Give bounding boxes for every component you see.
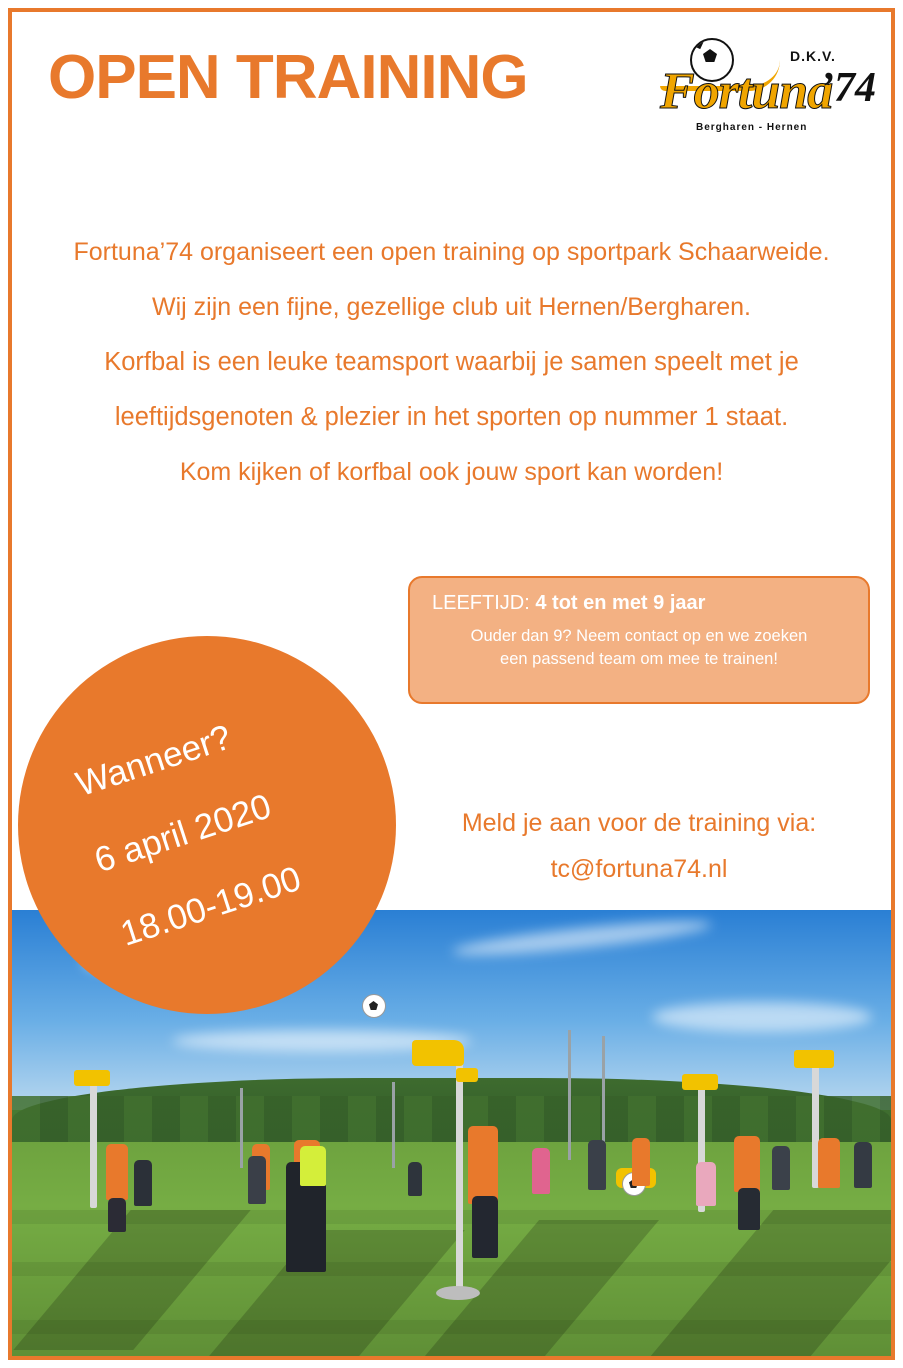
photo-light-mast	[240, 1088, 243, 1168]
photo-person	[772, 1146, 790, 1190]
photo-light-mast	[568, 1030, 571, 1160]
photo-person	[818, 1138, 840, 1188]
logo-year: ’74	[820, 65, 876, 111]
photo-person	[854, 1142, 872, 1188]
intro-text	[40, 232, 863, 507]
page-title: OPEN TRAINING	[48, 43, 528, 112]
photo-person	[560, 1146, 578, 1194]
photo-cloud	[652, 1002, 872, 1032]
photo-person-vest	[300, 1146, 326, 1186]
photo-korfball-basket	[794, 1050, 834, 1068]
photo-person	[106, 1144, 128, 1200]
when-time: 18.00-19.00	[115, 858, 306, 954]
logo-association-label: D.K.V.	[790, 48, 836, 64]
when-circle	[18, 636, 396, 1014]
age-note-line-2: een passend team om mee te trainen!	[500, 650, 778, 668]
photo-person	[468, 1126, 498, 1204]
when-date: 6 april 2020	[89, 786, 276, 881]
signup-email[interactable]: tc@fortuna74.nl	[550, 855, 728, 883]
photo-person	[134, 1160, 152, 1206]
photo-person	[738, 1188, 760, 1230]
photo-korfball-basket	[412, 1040, 464, 1066]
photo-person	[632, 1138, 650, 1186]
intro-line-5: Kom kijken of korfbal ook jouw sport kan worden!	[179, 458, 724, 486]
photo-person	[248, 1156, 266, 1204]
photo-person	[532, 1148, 550, 1194]
intro-line-4: leeftijdsgenoten & plezier in het sporten op nummer 1 staat.	[114, 403, 789, 431]
age-note	[428, 625, 850, 671]
photo-light-mast	[392, 1082, 395, 1168]
age-note-line-1: Ouder dan 9? Neem contact op en we zoeken	[470, 627, 808, 645]
age-info-box	[408, 576, 870, 704]
photo-person	[588, 1140, 606, 1190]
photo-person	[108, 1198, 126, 1232]
intro-line-3: Korfbal is een leuke teamsport waarbij je samen speelt met je	[104, 348, 799, 376]
intro-line-2: Wij zijn een fijne, gezellige club uit Hernen/Bergharen.	[152, 293, 751, 321]
logo-location-label: Bergharen - Hernen	[696, 122, 808, 133]
age-label: LEEFTIJD:	[432, 592, 530, 614]
club-logo	[660, 36, 876, 148]
age-line	[432, 592, 850, 615]
photo-korfball-post	[456, 1062, 463, 1298]
intro-line-1: Fortuna’74 organiseert een open training op sportpark Schaarweide.	[73, 238, 830, 266]
signup-block	[408, 800, 870, 892]
photo-korfball-basket	[682, 1074, 718, 1090]
logo-wordmark: Fortuna	[660, 63, 833, 120]
poster-header	[0, 36, 903, 156]
photo-post-base	[436, 1286, 480, 1300]
photo-korfball-post	[90, 1078, 97, 1208]
photo-korfball-basket-number	[456, 1068, 478, 1082]
age-value: 4 tot en met 9 jaar	[535, 592, 706, 614]
photo-person	[734, 1136, 760, 1192]
photo-person	[472, 1196, 498, 1258]
photo-person	[696, 1162, 716, 1206]
photo-korfball-basket	[74, 1070, 110, 1086]
photo-person	[408, 1162, 422, 1196]
when-question: Wanneer?	[71, 717, 236, 805]
photo-ball-icon	[362, 994, 386, 1018]
signup-instruction: Meld je aan voor de training via:	[461, 809, 817, 837]
